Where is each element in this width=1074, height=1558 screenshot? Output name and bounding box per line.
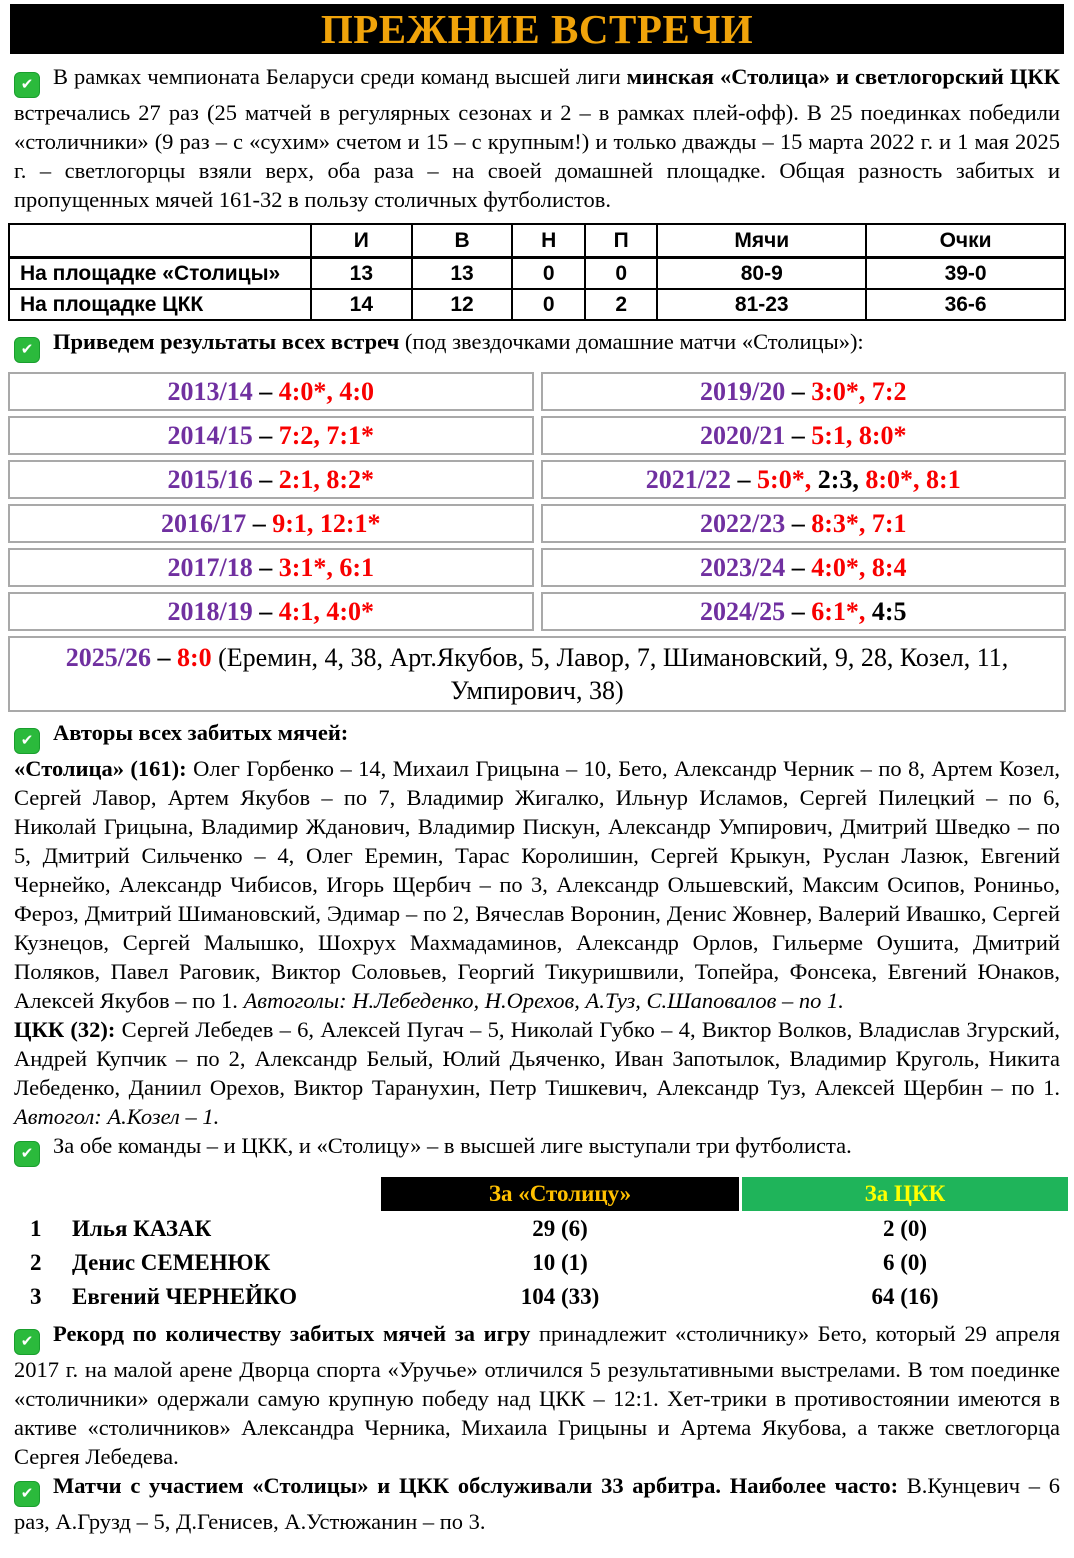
table-row (6, 1246, 1068, 1279)
player-name: Илья КАЗАК (72, 1216, 212, 1241)
page-title: ПРЕЖНИЕ ВСТРЕЧИ (320, 6, 754, 52)
record-text: Рекорд по количеству забитых мячей за игру принадлежит «столичнику» Бето, который 29 апреля 2017 г. на малой арене Дворца спорта «Уручье» отличился 5 результативными выстрелами. В том поединке «столичники» одержали самую крупную победу над ЦКК – 12:1. Хет-трики в противостоянии имеются в активе «столичников» Александра Черника, Михаила Грицыны и Артема Якубова, а также светлогорца Сергея Лебедева. (14, 1321, 1061, 1469)
stats-cell: 80-9 (657, 258, 866, 290)
players-header-spacer (6, 1177, 378, 1211)
season-result: 2020/21 – 5:1, 8:0* (541, 416, 1067, 455)
stats-header-wins: В (412, 224, 513, 258)
stats-cell: 13 (412, 258, 513, 290)
player-ckk-stats: 6 (0) (882, 1250, 928, 1275)
both-teams-line (14, 1131, 1060, 1167)
players-header-row (6, 1177, 1068, 1211)
stats-cell: 0 (512, 289, 585, 320)
ckk-scorers-paragraph: ЦКК (32): Сергей Лебедев – 6, Алексей Пугач – 5, Николай Губко – 4, Виктор Волков, Владислав Згурский, Андрей Купчик – по 2, Александр Белый, Юлий Дьяченко, Иван Запотылок, Владимир Круголь, Никита Лебеденко, Даниил Орехов, Виктор Таранухин, Петр Тишкевич, Александр Туз, Алексей Щербин – по 1. Автогол: А.Козел – 1. (14, 1017, 1061, 1129)
record-paragraph (14, 1319, 1060, 1471)
stats-cell: 36-6 (866, 289, 1065, 320)
stats-header-row (9, 224, 1065, 258)
authors-heading-text: Авторы всех забитых мячей: (53, 720, 349, 745)
season-result: 2021/22 – 5:0*, 2:3, 8:0*, 8:1 (541, 460, 1067, 499)
checkmark-icon: ✔ (14, 1329, 40, 1355)
players-table (6, 1177, 1068, 1313)
stats-cell: 39-0 (866, 258, 1065, 290)
season-result: 2017/18 – 3:1*, 6:1 (8, 548, 534, 587)
stats-header-losses: П (585, 224, 657, 258)
season-result: 2016/17 – 9:1, 12:1* (8, 504, 534, 543)
authors-heading (14, 718, 1060, 754)
stats-cell: 81-23 (657, 289, 866, 320)
player-name: Денис СЕМЕНЮК (72, 1250, 271, 1275)
player-stolica-stats: 29 (6) (532, 1216, 588, 1241)
season-result: 2022/23 – 8:3*, 7:1 (541, 504, 1067, 543)
intro-text: В рамках чемпионата Беларуси среди команд высшей лиги минская «Столица» и светлогорский ЦКК встречались 27 раз (25 матчей в регулярных сезонах и 2 – в рамках плей-офф). В 25 поединках победили «столичники» (9 раз – с «сухим» счетом и 15 – с крупным!) и только дважды – 15 марта 2022 г. и 1 мая 2025 г. – светлогорцы взяли верх, оба раза – на своей домашней площадке. Общая разность забитых и пропущенных мячей 161-32 в пользу столичных футболистов. (14, 64, 1060, 212)
referees-paragraph (14, 1471, 1060, 1536)
checkmark-icon: ✔ (14, 1141, 40, 1167)
player-ckk-stats: 2 (0) (882, 1216, 928, 1241)
table-row (9, 258, 1065, 290)
season-result: 2013/14 – 4:0*, 4:0 (8, 372, 534, 411)
stats-header-points: Очки (866, 224, 1065, 258)
stats-header-goals: Мячи (657, 224, 866, 258)
table-row (6, 1212, 1068, 1245)
season-result-current: 2025/26 – 8:0 (Еремин, 4, 38, Арт.Якубов, 5, Лавор, 7, Шимановский, 9, 28, Козел, 11, Умпирович, 38) (8, 636, 1066, 712)
both-teams-text: За обе команды – и ЦКК, и «Столицу» – в высшей лиге выступали три футболиста. (53, 1133, 852, 1158)
intro-paragraph (14, 62, 1060, 214)
stats-cell: 12 (412, 289, 513, 320)
stolica-scorers-paragraph: «Столица» (161): Олег Горбенко – 14, Михаил Грицына – 10, Бето, Александр Черник – по 8, Артем Козел, Сергей Лавор, Артем Якубов – по 7, Владимир Жигалко, Ильнур Исламов, Сергей Пилецкий – по 6, Николай Грицына, Владимир Жданович, Владимир Пискун, Александр Умпирович, Дмитрий Шведко – по 5, Дмитрий Сильченко – 4, Олег Еремин, Тарас Королишин, Сергей Крыкун, Руслан Лазюк, Евгений Чернейко, Александр Чибисов, Игорь Щербич – по 3, Александр Ольшевский, Максим Осипов, Рониньо, Фероз, Дмитрий Шимановский, Эдимар – по 2, Вячеслав Воронин, Денис Жовнер, Валерий Ивашко, Сергей Кузнецов, Сергей Малышко, Шохрух Махмадаминов, Александр Орлов, Гильерме Оушита, Дмитрий Поляков, Павел Раговик, Виктор Соловьев, Георгий Тикуришвили, Топейра, Фонсека, Евгений Юнаков, Алексей Якубов – по 1. Автоголы: Н.Лебеденко, Н.Орехов, А.Туз, С.Шаповалов – по 1. (14, 756, 1060, 1013)
player-number: 1 (30, 1216, 42, 1241)
table-row (6, 1280, 1068, 1313)
stats-header-draws: Н (512, 224, 585, 258)
stats-cell: 0 (585, 258, 657, 290)
stats-cell: 14 (311, 289, 412, 320)
stats-header-empty (9, 224, 311, 258)
page-title-bar (10, 4, 1064, 54)
player-stolica-stats: 104 (33) (520, 1284, 600, 1309)
results-heading-text: Приведем результаты всех встреч (под звездочками домашние матчи «Столицы»): (53, 329, 864, 354)
season-result: 2024/25 – 6:1*, 4:5 (541, 592, 1067, 631)
checkmark-icon: ✔ (14, 1481, 40, 1507)
checkmark-icon: ✔ (14, 728, 40, 754)
player-stolica-stats: 10 (1) (532, 1250, 588, 1275)
player-name: Евгений ЧЕРНЕЙКО (72, 1284, 298, 1309)
results-heading (14, 327, 1060, 363)
season-result: 2018/19 – 4:1, 4:0* (8, 592, 534, 631)
stats-row-label: На площадке ЦКК (9, 289, 311, 320)
player-ckk-stats: 64 (16) (871, 1284, 939, 1309)
player-number: 2 (30, 1250, 42, 1275)
stats-header-games: И (311, 224, 412, 258)
table-row (9, 289, 1065, 320)
checkmark-icon: ✔ (14, 337, 40, 363)
checkmark-icon: ✔ (14, 72, 40, 98)
stats-row-label: На площадке «Столицы» (9, 258, 311, 290)
stats-cell: 0 (512, 258, 585, 290)
referees-text: Матчи с участием «Столицы» и ЦКК обслуживали 33 арбитра. Наиболее часто: В.Кунцевич – 6 раз, А.Грузд – 5, Д.Генисев, А.Устюжанин – по 3. (14, 1473, 1060, 1534)
season-result: 2019/20 – 3:0*, 7:2 (541, 372, 1067, 411)
stats-table (8, 223, 1066, 321)
season-result: 2023/24 – 4:0*, 8:4 (541, 548, 1067, 587)
players-header-ckk: За ЦКК (742, 1177, 1068, 1211)
stats-cell: 13 (311, 258, 412, 290)
season-results-grid (8, 372, 1066, 631)
players-header-stolica: За «Столицу» (381, 1177, 739, 1211)
stats-cell: 2 (585, 289, 657, 320)
player-number: 3 (30, 1284, 42, 1309)
season-result: 2015/16 – 2:1, 8:2* (8, 460, 534, 499)
seasons-table (8, 372, 1066, 712)
season-result: 2014/15 – 7:2, 7:1* (8, 416, 534, 455)
